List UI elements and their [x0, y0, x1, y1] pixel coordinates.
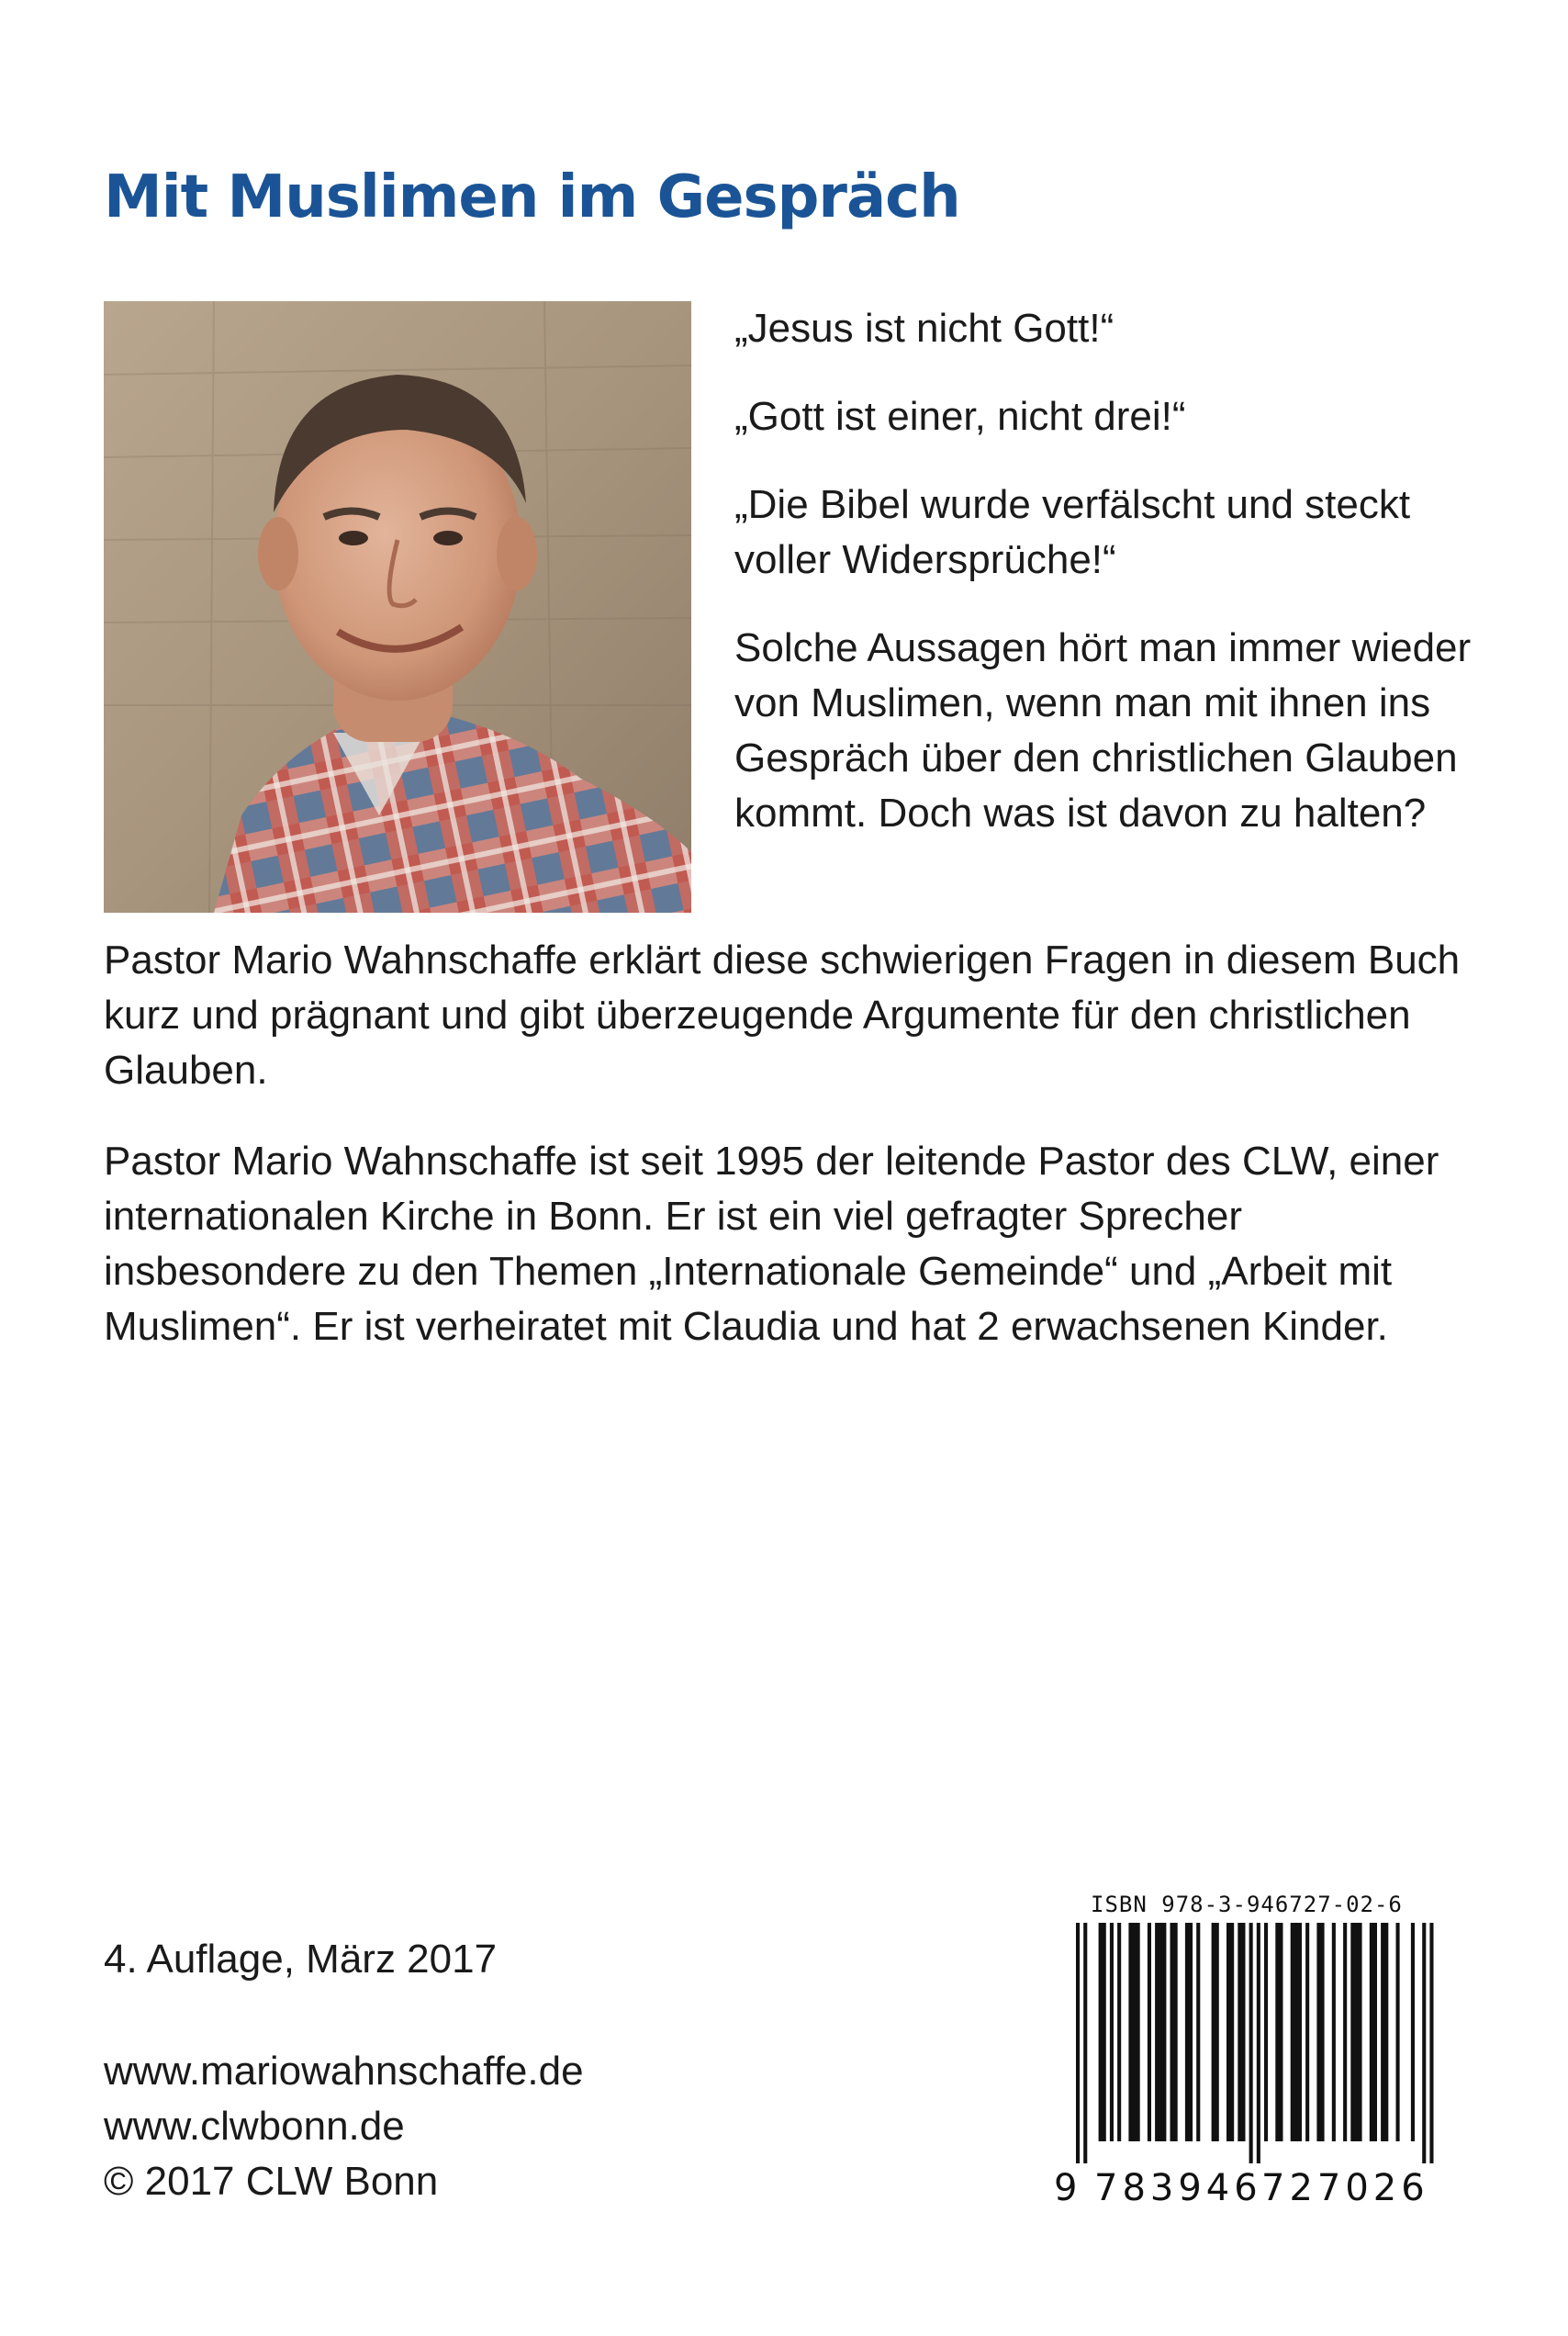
isbn-barcode	[1054, 1892, 1439, 2224]
barcode-bar	[1212, 1923, 1219, 2141]
copyright-text: © 2017 CLW Bonn	[104, 2159, 439, 2204]
barcode-bar	[1185, 1923, 1193, 2141]
website-link-church[interactable]: www.clwbonn.de	[104, 2104, 405, 2149]
author-bio-text: Pastor Mario Wahnschaffe ist seit 1995 der leitende Pastor des CLW, einer internationalen Kirche in Bonn. Er ist ein viel gefragter Sprecher insbesondere zu den Themen „Internationale Gemeinde“ und „Arbeit mit Muslimen“. Er ist verheiratet mit Claudia und hat 2 erwachsenen Kinder.	[104, 1139, 1439, 1349]
author-photo	[104, 301, 691, 913]
book-title: Mit Muslimen im Gespräch	[104, 163, 960, 231]
barcode-bar	[1305, 1923, 1309, 2141]
barcode-bar	[1099, 1923, 1106, 2141]
barcode-bar	[1370, 1923, 1377, 2141]
author-bio-paragraph	[104, 1134, 1481, 1354]
barcode-bar	[1155, 1923, 1166, 2141]
barcode-bar	[1411, 1923, 1415, 2141]
quote-1: „Jesus ist nicht Gott!“	[734, 306, 1114, 351]
barcode-bar	[1170, 1923, 1178, 2141]
barcode-bar	[1332, 1923, 1336, 2141]
barcode-bar	[1350, 1923, 1361, 2141]
edition-info	[104, 1932, 497, 1987]
barcode-bar	[1083, 1923, 1087, 2163]
barcode-bar	[1316, 1923, 1324, 2141]
barcode-bar	[1110, 1923, 1114, 2141]
barcode-bar	[1343, 1923, 1347, 2141]
barcode-bar	[1076, 1923, 1080, 2163]
description-text: Pastor Mario Wahnschaffe erklärt diese schwierigen Fragen in diesem Buch kurz und prägnant und gibt überzeugende Argumente für den christlichen Glauben.	[104, 938, 1461, 1093]
edition-text: 4. Auflage, März 2017	[104, 1937, 498, 1982]
barcode-digits-left: 783946	[1094, 2167, 1262, 2209]
barcode-bar	[1381, 1923, 1388, 2141]
barcode-bars	[1054, 1923, 1439, 2171]
barcode-bar	[1148, 1923, 1151, 2141]
barcode-bar	[1249, 1923, 1253, 2163]
barcode-bar	[1275, 1923, 1282, 2141]
website-link-author[interactable]: www.mariowahnschaffe.de	[104, 2049, 584, 2094]
barcode-bar	[1117, 1923, 1121, 2141]
barcode-bar	[1422, 1923, 1426, 2163]
barcode-bar	[1429, 1923, 1433, 2163]
quote-column	[734, 301, 1487, 874]
barcode-bar	[1291, 1923, 1302, 2141]
description-paragraph	[104, 933, 1481, 1098]
isbn-label: ISBN 978-3-946727-02-6	[1091, 1892, 1403, 1917]
barcode-bar	[1238, 1923, 1245, 2141]
barcode-bar	[1226, 1923, 1234, 2141]
quote-3: „Die Bibel wurde verfälscht und steckt voller Widersprüche!“	[734, 482, 1411, 582]
barcode-bar	[1264, 1923, 1268, 2141]
intro-paragraph: Solche Aussagen hört man immer wieder von Muslimen, wenn man mit ihnen ins Gespräch über den christlichen Glauben kommt. Doch was ist davon zu halten?	[734, 625, 1472, 836]
barcode-digit-first: 9	[1054, 2167, 1078, 2209]
quote-2: „Gott ist einer, nicht drei!“	[734, 394, 1186, 439]
barcode-bar	[1257, 1923, 1260, 2163]
barcode-bar	[1128, 1923, 1139, 2141]
barcode-digits-right: 727026	[1261, 2167, 1429, 2209]
publisher-links	[104, 2044, 584, 2209]
barcode-bar	[1196, 1923, 1200, 2141]
barcode-bar	[1396, 1923, 1400, 2141]
